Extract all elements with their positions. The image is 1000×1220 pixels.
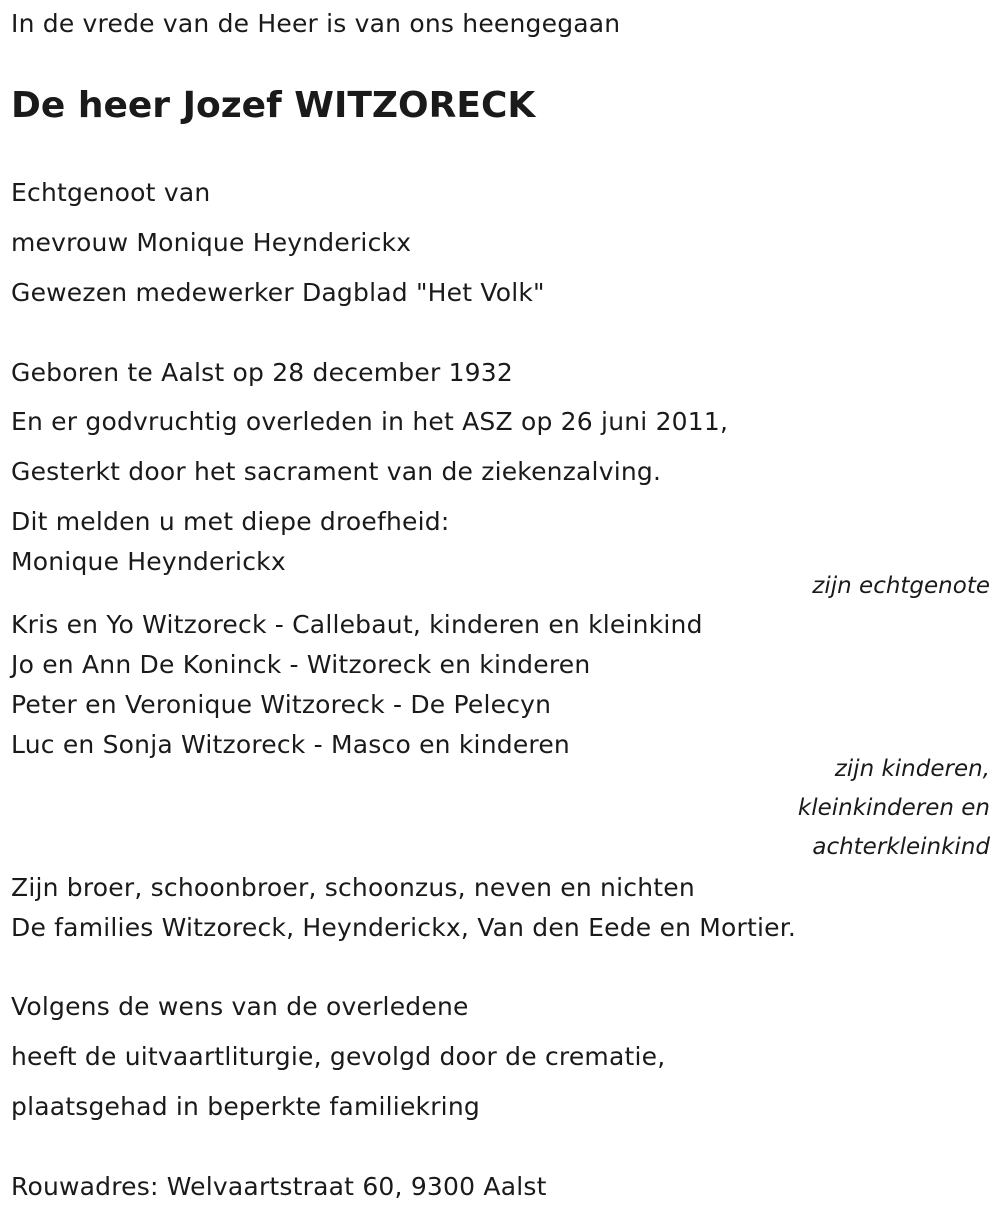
- relatives-line: De families Witzoreck, Heynderickx, Van den Eede en Mortier.: [11, 913, 797, 942]
- wish-line: plaatsgehad in beperkte familiekring: [11, 1092, 480, 1121]
- mourning-address: Rouwadres: Welvaartstraat 60, 9300 Aalst: [11, 1172, 547, 1201]
- announcement-line: Dit melden u met diepe droefheid:: [11, 507, 450, 536]
- widow-name: Monique Heynderickx: [11, 547, 286, 576]
- spouse-intro: Echtgenoot van: [11, 178, 211, 207]
- children-line: Peter en Veronique Witzoreck - De Pelecyn: [11, 690, 552, 719]
- spouse-name: mevrouw Monique Heynderickx: [11, 228, 412, 257]
- relatives-line: Zijn broer, schoonbroer, schoonzus, neven en nichten: [11, 873, 695, 902]
- children-line: Luc en Sonja Witzoreck - Masco en kinderen: [11, 730, 570, 759]
- children-line: Kris en Yo Witzoreck - Callebaut, kinderen en kleinkind: [11, 610, 703, 639]
- wish-line: heeft de uitvaartliturgie, gevolgd door de crematie,: [11, 1042, 666, 1071]
- children-line: Jo en Ann De Koninck - Witzoreck en kinderen: [11, 650, 591, 679]
- children-role: zijn kinderen,: [834, 756, 990, 782]
- wish-line: Volgens de wens van de overledene: [11, 992, 469, 1021]
- sacrament-line: Gesterkt door het sacrament van de ziekenzalving.: [11, 457, 662, 486]
- death-line: En er godvruchtig overleden in het ASZ op 26 juni 2011,: [11, 407, 729, 436]
- widow-role: zijn echtgenote: [812, 573, 990, 599]
- children-role: achterkleinkind: [812, 834, 990, 860]
- children-role: kleinkinderen en: [797, 795, 990, 821]
- occupation: Gewezen medewerker Dagblad "Het Volk": [11, 278, 545, 307]
- intro-line: In de vrede van de Heer is van ons heengegaan: [11, 9, 621, 38]
- birth-line: Geboren te Aalst op 28 december 1932: [11, 358, 513, 387]
- deceased-name: De heer Jozef WITZORECK: [11, 85, 536, 126]
